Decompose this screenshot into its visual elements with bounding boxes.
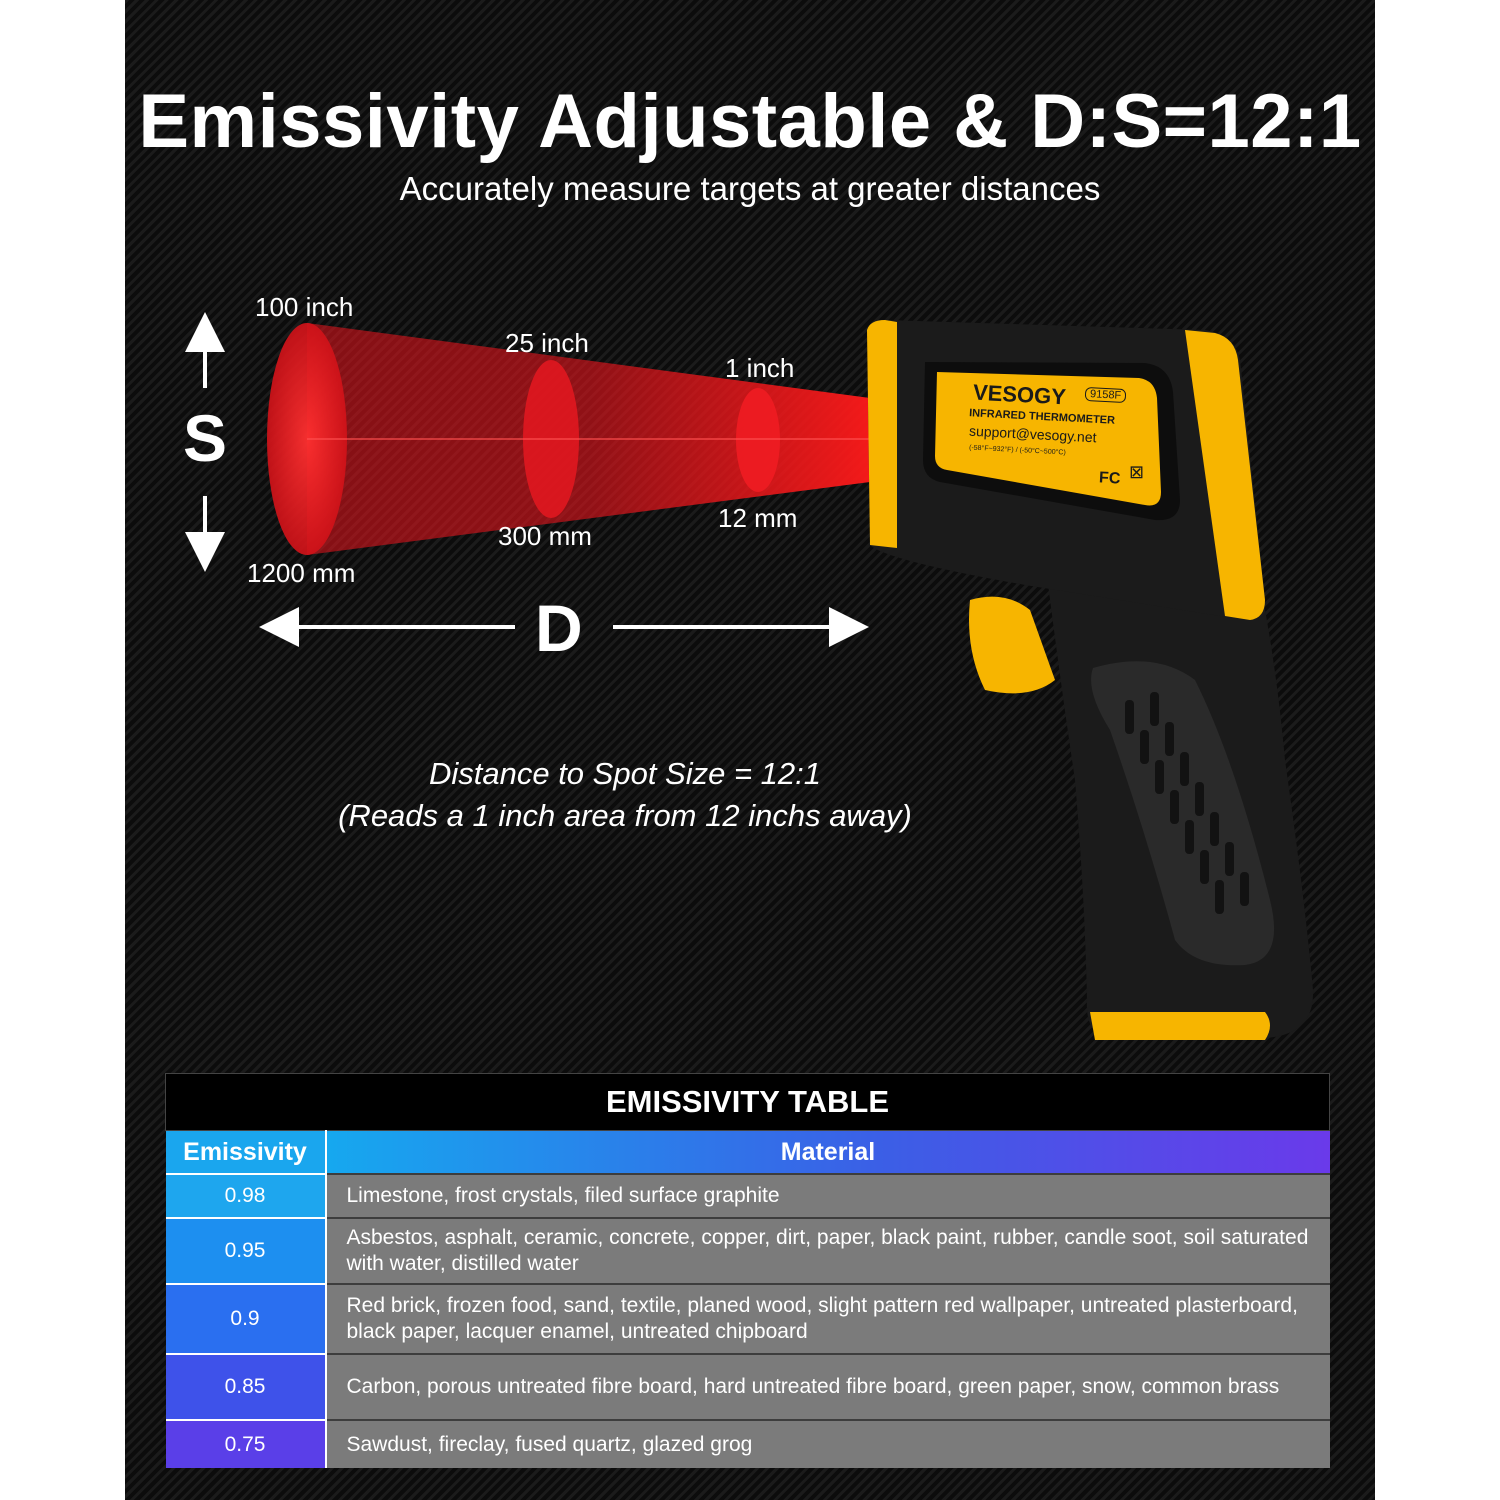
device-type: INFRARED THERMOMETER	[968, 407, 1116, 427]
emissivity-table	[165, 1073, 1330, 1468]
emissivity-value: 0.75	[166, 1420, 326, 1468]
label-300-mm: 300 mm	[498, 521, 592, 551]
label-1-inch: 1 inch	[725, 353, 795, 383]
device-front-accent	[867, 320, 897, 548]
device-trigger	[969, 597, 1055, 694]
emissivity-value: 0.9	[166, 1284, 326, 1354]
weee-bin-icon: ⊠	[1129, 462, 1145, 482]
device-email: support@vesogy.net	[968, 422, 1097, 446]
fc-mark: FC	[1098, 469, 1121, 488]
material-list: Carbon, porous untreated fibre board, hard untreated fibre board, green paper, snow, common brass	[326, 1354, 1330, 1420]
emissivity-value: 0.98	[166, 1174, 326, 1218]
table-row	[166, 1174, 1330, 1218]
device-model: 9158F	[1085, 387, 1127, 403]
page-title: Emissivity Adjustable & D:S=12:1	[138, 79, 1362, 164]
material-list: Sawdust, fireclay, fused quartz, glazed grog	[326, 1420, 1330, 1468]
label-25-inch: 25 inch	[505, 328, 589, 358]
table-title: EMISSIVITY TABLE	[166, 1074, 1330, 1131]
device-range: (-58°F~932°F) / (-50°C~500°C)	[968, 444, 1066, 457]
grip-base-accent	[1090, 1012, 1270, 1040]
column-header-material: Material	[326, 1131, 1330, 1175]
material-list: Limestone, frost crystals, filed surface graphite	[326, 1174, 1330, 1218]
ratio-explanation: (Reads a 1 inch area from 12 inchs away)	[338, 798, 912, 833]
label-100-inch: 100 inch	[255, 292, 354, 322]
table-row	[166, 1420, 1330, 1468]
emissivity-value: 0.85	[166, 1354, 326, 1420]
table-row	[166, 1354, 1330, 1420]
emissivity-value: 0.95	[166, 1218, 326, 1284]
table-row	[166, 1284, 1330, 1354]
spot-size-letter: S	[183, 401, 228, 475]
material-list: Asbestos, asphalt, ceramic, concrete, copper, dirt, paper, black paint, rubber, candle soot, soil saturated with water, distilled water	[326, 1218, 1330, 1284]
column-header-emissivity: Emissivity	[166, 1131, 326, 1175]
product-panel	[125, 0, 1375, 1500]
device-brand: VESOGY	[972, 379, 1067, 410]
page-subtitle: Accurately measure targets at greater distances	[399, 170, 1101, 207]
label-1200-mm: 1200 mm	[247, 558, 356, 588]
ratio-caption: Distance to Spot Size = 12:1	[428, 756, 822, 791]
label-12-mm: 12 mm	[718, 503, 798, 533]
distance-letter: D	[535, 591, 583, 665]
table-row	[166, 1218, 1330, 1284]
material-list: Red brick, frozen food, sand, textile, planed wood, slight pattern red wallpaper, untreated plasterboard, black paper, lacquer enamel, untreated chipboard	[326, 1284, 1330, 1354]
